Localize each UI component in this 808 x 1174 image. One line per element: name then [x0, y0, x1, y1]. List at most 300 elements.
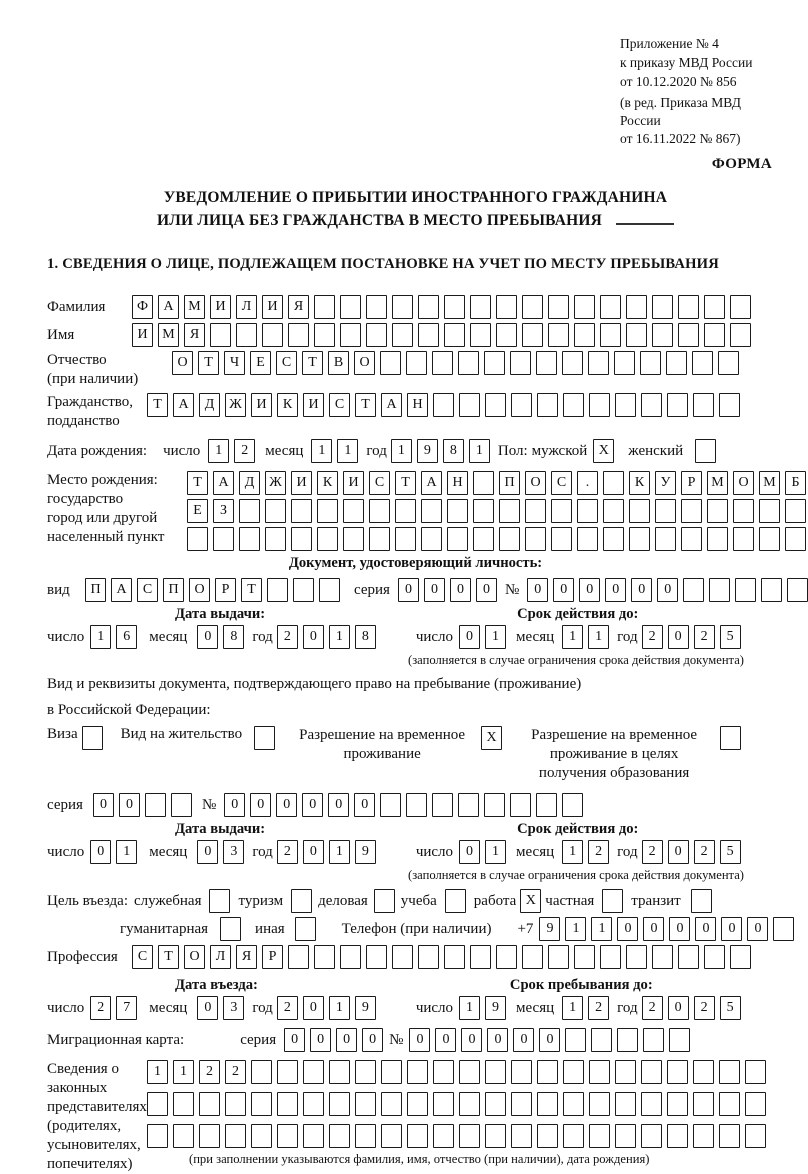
form-cell[interactable] [667, 1060, 688, 1084]
form-cell[interactable] [444, 945, 465, 969]
form-cell[interactable] [678, 945, 699, 969]
form-cell[interactable] [303, 1060, 324, 1084]
form-cell[interactable] [314, 323, 335, 347]
form-cell[interactable] [239, 499, 260, 523]
form-cell[interactable] [629, 527, 650, 551]
form-cell[interactable] [239, 527, 260, 551]
form-cell[interactable]: Л [236, 295, 257, 319]
form-cell[interactable]: 2 [199, 1060, 220, 1084]
form-cell[interactable] [173, 1092, 194, 1116]
form-cell[interactable] [303, 1092, 324, 1116]
form-cell[interactable]: 9 [355, 840, 376, 864]
form-cell[interactable] [262, 323, 283, 347]
form-cell[interactable]: 0 [250, 793, 271, 817]
form-cell[interactable] [678, 295, 699, 319]
form-cell[interactable] [329, 1092, 350, 1116]
form-cell[interactable] [171, 793, 192, 817]
form-cell[interactable]: П [163, 578, 184, 602]
form-cell[interactable]: Я [236, 945, 257, 969]
form-cell[interactable]: 1 [485, 840, 506, 864]
form-cell[interactable] [406, 793, 427, 817]
form-cell[interactable] [525, 499, 546, 523]
form-cell[interactable]: О [172, 351, 193, 375]
form-cell[interactable]: 0 [487, 1028, 508, 1052]
form-cell[interactable]: 0 [721, 917, 742, 941]
form-cell[interactable] [291, 889, 312, 913]
form-cell[interactable]: Н [407, 393, 428, 417]
form-cell[interactable] [251, 1124, 272, 1148]
form-cell[interactable]: З [213, 499, 234, 523]
form-cell[interactable] [626, 323, 647, 347]
form-cell[interactable] [199, 1124, 220, 1148]
form-cell[interactable] [733, 527, 754, 551]
form-cell[interactable]: 7 [116, 996, 137, 1020]
form-cell[interactable]: . [577, 471, 598, 495]
form-cell[interactable] [693, 1124, 714, 1148]
form-cell[interactable]: М [759, 471, 780, 495]
form-cell[interactable] [392, 945, 413, 969]
form-cell[interactable]: Д [239, 471, 260, 495]
form-cell[interactable] [577, 499, 598, 523]
form-cell[interactable] [681, 499, 702, 523]
form-cell[interactable] [693, 393, 714, 417]
form-cell[interactable]: М [158, 323, 179, 347]
form-cell[interactable]: 9 [417, 439, 438, 463]
form-cell[interactable]: 0 [617, 917, 638, 941]
form-cell[interactable] [369, 527, 390, 551]
form-cell[interactable]: 1 [459, 996, 480, 1020]
form-cell[interactable]: П [85, 578, 106, 602]
form-cell[interactable] [380, 793, 401, 817]
form-cell[interactable] [470, 945, 491, 969]
form-cell[interactable] [719, 393, 740, 417]
form-cell[interactable]: С [276, 351, 297, 375]
form-cell[interactable] [707, 527, 728, 551]
form-cell[interactable] [340, 295, 361, 319]
form-cell[interactable] [473, 527, 494, 551]
form-cell[interactable]: 8 [223, 625, 244, 649]
form-cell[interactable] [213, 527, 234, 551]
form-cell[interactable] [666, 351, 687, 375]
form-cell[interactable] [692, 351, 713, 375]
form-cell[interactable]: 1 [588, 625, 609, 649]
form-cell[interactable] [718, 351, 739, 375]
form-cell[interactable]: 2 [90, 996, 111, 1020]
form-cell[interactable]: Т [355, 393, 376, 417]
form-cell[interactable]: 0 [527, 578, 548, 602]
form-cell[interactable]: 0 [631, 578, 652, 602]
form-cell[interactable] [589, 1060, 610, 1084]
form-cell[interactable] [319, 578, 340, 602]
form-cell[interactable] [548, 945, 569, 969]
form-cell[interactable] [704, 323, 725, 347]
form-cell[interactable]: 0 [747, 917, 768, 941]
form-cell[interactable] [574, 323, 595, 347]
form-cell[interactable]: 1 [391, 439, 412, 463]
form-cell[interactable] [499, 499, 520, 523]
form-cell[interactable]: 0 [539, 1028, 560, 1052]
form-cell[interactable] [720, 726, 741, 750]
form-cell[interactable] [709, 578, 730, 602]
form-cell[interactable] [445, 889, 466, 913]
form-cell[interactable]: 0 [695, 917, 716, 941]
form-cell[interactable]: К [317, 471, 338, 495]
form-cell[interactable]: С [137, 578, 158, 602]
form-cell[interactable] [291, 499, 312, 523]
form-cell[interactable] [496, 295, 517, 319]
form-cell[interactable]: Ч [224, 351, 245, 375]
form-cell[interactable] [381, 1124, 402, 1148]
form-cell[interactable] [444, 323, 465, 347]
form-cell[interactable]: 9 [355, 996, 376, 1020]
form-cell[interactable] [199, 1092, 220, 1116]
form-cell[interactable]: К [629, 471, 650, 495]
form-cell[interactable] [447, 527, 468, 551]
form-cell[interactable]: М [184, 295, 205, 319]
form-cell[interactable] [678, 323, 699, 347]
form-cell[interactable] [626, 295, 647, 319]
form-cell[interactable] [265, 527, 286, 551]
form-cell[interactable]: О [189, 578, 210, 602]
form-cell[interactable]: 0 [303, 840, 324, 864]
form-cell[interactable] [548, 323, 569, 347]
form-cell[interactable] [343, 527, 364, 551]
form-cell[interactable]: 5 [720, 996, 741, 1020]
form-cell[interactable] [293, 578, 314, 602]
form-cell[interactable] [745, 1124, 766, 1148]
form-cell[interactable] [277, 1124, 298, 1148]
form-cell[interactable]: 1 [562, 840, 583, 864]
form-cell[interactable]: 0 [513, 1028, 534, 1052]
form-cell[interactable] [470, 295, 491, 319]
form-cell[interactable] [551, 527, 572, 551]
form-cell[interactable] [759, 499, 780, 523]
form-cell[interactable]: М [707, 471, 728, 495]
form-cell[interactable]: Ж [265, 471, 286, 495]
form-cell[interactable] [145, 793, 166, 817]
form-cell[interactable]: 1 [591, 917, 612, 941]
form-cell[interactable] [719, 1060, 740, 1084]
form-cell[interactable] [588, 351, 609, 375]
form-cell[interactable] [785, 527, 806, 551]
form-cell[interactable] [473, 499, 494, 523]
form-cell[interactable] [511, 393, 532, 417]
form-cell[interactable] [265, 499, 286, 523]
form-cell[interactable] [667, 393, 688, 417]
form-cell[interactable]: X [593, 439, 614, 463]
form-cell[interactable] [340, 323, 361, 347]
form-cell[interactable]: 5 [720, 840, 741, 864]
form-cell[interactable] [458, 351, 479, 375]
form-cell[interactable] [563, 1060, 584, 1084]
form-cell[interactable]: Т [241, 578, 262, 602]
form-cell[interactable]: А [421, 471, 442, 495]
form-cell[interactable] [433, 393, 454, 417]
form-cell[interactable] [511, 1124, 532, 1148]
form-cell[interactable]: Т [395, 471, 416, 495]
form-cell[interactable]: С [369, 471, 390, 495]
form-cell[interactable]: Я [184, 323, 205, 347]
form-cell[interactable]: Т [187, 471, 208, 495]
form-cell[interactable] [395, 527, 416, 551]
form-cell[interactable]: 1 [329, 625, 350, 649]
form-cell[interactable] [683, 578, 704, 602]
form-cell[interactable] [641, 1060, 662, 1084]
form-cell[interactable]: Р [215, 578, 236, 602]
form-cell[interactable] [510, 351, 531, 375]
form-cell[interactable] [447, 499, 468, 523]
form-cell[interactable]: 1 [116, 840, 137, 864]
form-cell[interactable] [562, 351, 583, 375]
form-cell[interactable] [693, 1060, 714, 1084]
form-cell[interactable]: 2 [642, 625, 663, 649]
form-cell[interactable] [574, 945, 595, 969]
form-cell[interactable] [510, 793, 531, 817]
form-cell[interactable] [733, 499, 754, 523]
form-cell[interactable] [761, 578, 782, 602]
form-cell[interactable] [251, 1060, 272, 1084]
form-cell[interactable]: 5 [720, 625, 741, 649]
form-cell[interactable]: 0 [669, 917, 690, 941]
form-cell[interactable]: 0 [302, 793, 323, 817]
form-cell[interactable] [314, 945, 335, 969]
form-cell[interactable] [537, 1092, 558, 1116]
form-cell[interactable] [381, 1092, 402, 1116]
form-cell[interactable]: 0 [461, 1028, 482, 1052]
form-cell[interactable] [773, 917, 794, 941]
form-cell[interactable]: 1 [173, 1060, 194, 1084]
form-cell[interactable]: Т [302, 351, 323, 375]
form-cell[interactable]: Н [447, 471, 468, 495]
form-cell[interactable]: И [303, 393, 324, 417]
form-cell[interactable] [470, 323, 491, 347]
form-cell[interactable] [277, 1092, 298, 1116]
form-cell[interactable]: 3 [223, 840, 244, 864]
form-cell[interactable] [236, 323, 257, 347]
form-cell[interactable]: 0 [459, 840, 480, 864]
form-cell[interactable]: Д [199, 393, 220, 417]
form-cell[interactable]: А [381, 393, 402, 417]
form-cell[interactable] [418, 945, 439, 969]
form-cell[interactable]: 0 [668, 625, 689, 649]
form-cell[interactable] [655, 499, 676, 523]
form-cell[interactable] [303, 1124, 324, 1148]
form-cell[interactable]: 1 [562, 996, 583, 1020]
form-cell[interactable] [314, 295, 335, 319]
form-cell[interactable]: Т [147, 393, 168, 417]
form-cell[interactable] [669, 1028, 690, 1052]
form-cell[interactable] [641, 393, 662, 417]
form-cell[interactable] [366, 323, 387, 347]
form-cell[interactable]: 2 [277, 625, 298, 649]
form-cell[interactable] [406, 351, 427, 375]
form-cell[interactable] [340, 945, 361, 969]
form-cell[interactable]: Б [785, 471, 806, 495]
form-cell[interactable] [577, 527, 598, 551]
form-cell[interactable] [565, 1028, 586, 1052]
form-cell[interactable] [433, 1092, 454, 1116]
form-cell[interactable] [432, 793, 453, 817]
form-cell[interactable] [652, 945, 673, 969]
form-cell[interactable] [499, 527, 520, 551]
form-cell[interactable] [380, 351, 401, 375]
form-cell[interactable] [522, 295, 543, 319]
form-cell[interactable] [667, 1124, 688, 1148]
form-cell[interactable] [589, 1124, 610, 1148]
form-cell[interactable]: 0 [310, 1028, 331, 1052]
form-cell[interactable] [785, 499, 806, 523]
form-cell[interactable] [444, 295, 465, 319]
form-cell[interactable]: И [132, 323, 153, 347]
form-cell[interactable] [485, 393, 506, 417]
form-cell[interactable] [484, 793, 505, 817]
form-cell[interactable]: О [184, 945, 205, 969]
form-cell[interactable] [640, 351, 661, 375]
form-cell[interactable]: 9 [485, 996, 506, 1020]
form-cell[interactable] [626, 945, 647, 969]
form-cell[interactable]: 0 [668, 840, 689, 864]
form-cell[interactable]: Е [250, 351, 271, 375]
form-cell[interactable] [614, 351, 635, 375]
form-cell[interactable] [329, 1060, 350, 1084]
form-cell[interactable] [525, 527, 546, 551]
form-cell[interactable] [589, 393, 610, 417]
form-cell[interactable] [225, 1092, 246, 1116]
form-cell[interactable] [745, 1060, 766, 1084]
form-cell[interactable] [707, 499, 728, 523]
form-cell[interactable] [730, 945, 751, 969]
form-cell[interactable]: 1 [565, 917, 586, 941]
form-cell[interactable] [600, 945, 621, 969]
form-cell[interactable]: 2 [642, 996, 663, 1020]
form-cell[interactable]: 0 [435, 1028, 456, 1052]
form-cell[interactable] [603, 527, 624, 551]
form-cell[interactable] [209, 889, 230, 913]
form-cell[interactable] [381, 1060, 402, 1084]
form-cell[interactable]: С [551, 471, 572, 495]
form-cell[interactable] [629, 499, 650, 523]
form-cell[interactable] [693, 1092, 714, 1116]
form-cell[interactable]: 2 [234, 439, 255, 463]
form-cell[interactable] [522, 323, 543, 347]
form-cell[interactable] [407, 1124, 428, 1148]
form-cell[interactable] [603, 499, 624, 523]
form-cell[interactable] [641, 1092, 662, 1116]
form-cell[interactable]: 0 [197, 625, 218, 649]
form-cell[interactable] [652, 323, 673, 347]
form-cell[interactable]: Е [187, 499, 208, 523]
form-cell[interactable]: 2 [694, 840, 715, 864]
form-cell[interactable] [563, 1124, 584, 1148]
form-cell[interactable]: 2 [694, 625, 715, 649]
form-cell[interactable]: В [328, 351, 349, 375]
form-cell[interactable]: А [213, 471, 234, 495]
form-cell[interactable]: П [499, 471, 520, 495]
form-cell[interactable] [173, 1124, 194, 1148]
form-cell[interactable]: 1 [469, 439, 490, 463]
form-cell[interactable] [374, 889, 395, 913]
form-cell[interactable]: 8 [355, 625, 376, 649]
form-cell[interactable] [407, 1060, 428, 1084]
form-cell[interactable]: 0 [93, 793, 114, 817]
form-cell[interactable]: 0 [362, 1028, 383, 1052]
form-cell[interactable] [536, 793, 557, 817]
form-cell[interactable]: И [291, 471, 312, 495]
form-cell[interactable] [355, 1060, 376, 1084]
form-cell[interactable] [591, 1028, 612, 1052]
form-cell[interactable] [511, 1060, 532, 1084]
form-cell[interactable] [787, 578, 808, 602]
form-cell[interactable] [641, 1124, 662, 1148]
form-cell[interactable]: А [173, 393, 194, 417]
form-cell[interactable] [551, 499, 572, 523]
form-cell[interactable] [473, 471, 494, 495]
form-cell[interactable] [329, 1124, 350, 1148]
form-cell[interactable]: Т [198, 351, 219, 375]
form-cell[interactable]: О [525, 471, 546, 495]
form-cell[interactable]: 0 [605, 578, 626, 602]
form-cell[interactable]: 2 [277, 840, 298, 864]
form-cell[interactable]: 8 [443, 439, 464, 463]
form-cell[interactable] [615, 1124, 636, 1148]
form-cell[interactable] [511, 1092, 532, 1116]
form-cell[interactable]: 0 [276, 793, 297, 817]
form-cell[interactable]: 0 [409, 1028, 430, 1052]
form-cell[interactable] [369, 499, 390, 523]
form-cell[interactable]: 1 [337, 439, 358, 463]
form-cell[interactable] [317, 499, 338, 523]
form-cell[interactable]: 0 [450, 578, 471, 602]
form-cell[interactable] [366, 295, 387, 319]
form-cell[interactable] [652, 295, 673, 319]
form-cell[interactable]: 0 [657, 578, 678, 602]
form-cell[interactable] [537, 1060, 558, 1084]
form-cell[interactable] [418, 323, 439, 347]
form-cell[interactable] [615, 1060, 636, 1084]
form-cell[interactable] [602, 889, 623, 913]
form-cell[interactable] [562, 793, 583, 817]
form-cell[interactable] [496, 945, 517, 969]
form-cell[interactable]: 2 [588, 840, 609, 864]
form-cell[interactable]: 1 [147, 1060, 168, 1084]
form-cell[interactable] [563, 1092, 584, 1116]
form-cell[interactable]: 0 [668, 996, 689, 1020]
form-cell[interactable] [522, 945, 543, 969]
form-cell[interactable] [563, 393, 584, 417]
form-cell[interactable] [147, 1092, 168, 1116]
form-cell[interactable] [730, 295, 751, 319]
form-cell[interactable] [295, 917, 316, 941]
form-cell[interactable] [548, 295, 569, 319]
form-cell[interactable]: Я [288, 295, 309, 319]
form-cell[interactable] [395, 499, 416, 523]
form-cell[interactable]: И [343, 471, 364, 495]
form-cell[interactable]: К [277, 393, 298, 417]
form-cell[interactable] [600, 323, 621, 347]
form-cell[interactable]: Р [681, 471, 702, 495]
form-cell[interactable] [496, 323, 517, 347]
form-cell[interactable]: X [520, 889, 541, 913]
form-cell[interactable] [537, 393, 558, 417]
form-cell[interactable]: Л [210, 945, 231, 969]
form-cell[interactable] [484, 351, 505, 375]
form-cell[interactable] [392, 323, 413, 347]
form-cell[interactable] [667, 1092, 688, 1116]
form-cell[interactable] [210, 323, 231, 347]
form-cell[interactable]: У [655, 471, 676, 495]
form-cell[interactable]: 0 [579, 578, 600, 602]
form-cell[interactable]: 6 [116, 625, 137, 649]
